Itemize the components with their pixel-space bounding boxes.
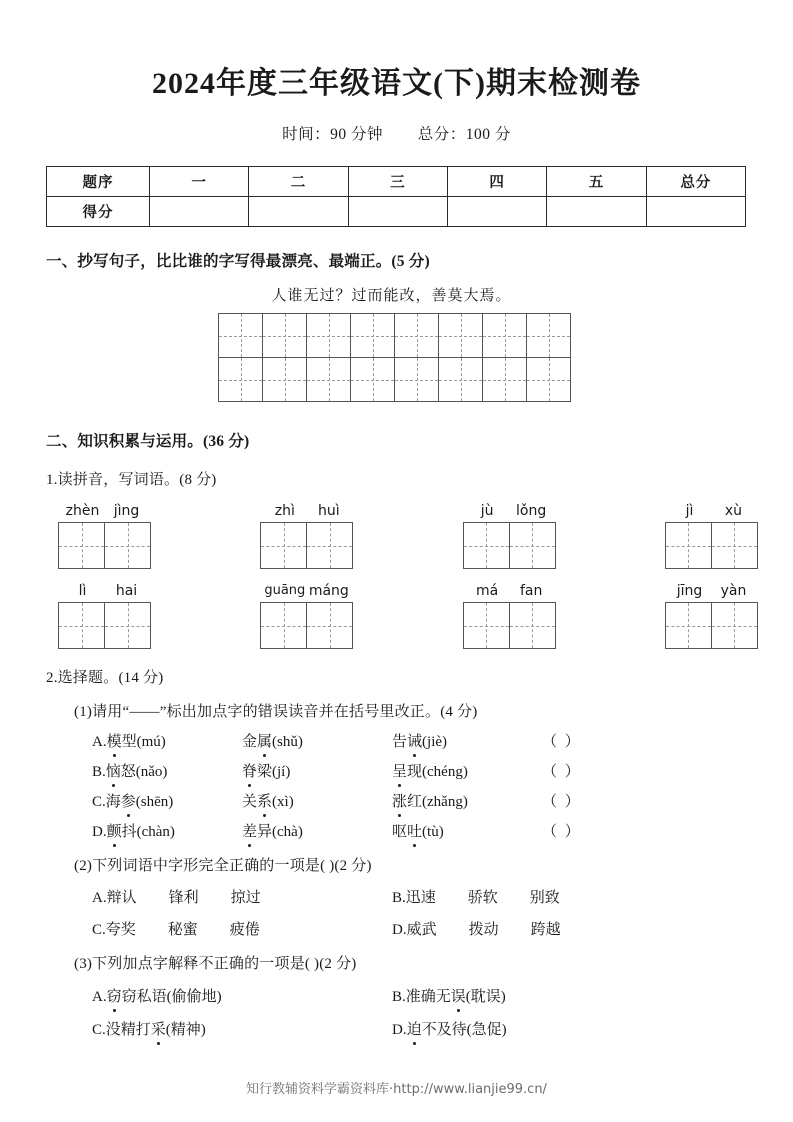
pinyin-grid-row <box>261 523 353 569</box>
pinyin-spacer <box>556 583 665 649</box>
option-text: (精神) <box>165 1022 206 1038</box>
option-item[interactable] <box>92 790 242 811</box>
pinyin-row <box>58 503 758 569</box>
option-word: 跨越 <box>530 922 561 938</box>
score-col-1: 一 <box>150 167 249 197</box>
pinyin-word-group <box>58 583 151 649</box>
pronunciation-options <box>0 730 793 841</box>
pinyin-spacer <box>353 583 462 649</box>
option-word: 拨动 <box>468 922 499 938</box>
page-title: 2024年度三年级语文(下)期末检测卷 <box>152 67 641 100</box>
handwriting-cell[interactable] <box>483 358 527 402</box>
score-cell-1[interactable] <box>150 197 249 227</box>
option-text: 抖(chàn) <box>121 824 175 840</box>
wordform-options <box>0 886 793 939</box>
option-text: 呕 <box>392 824 408 840</box>
question-1-heading: 1.读拼音，写词语。(8 分) <box>46 472 217 488</box>
pinyin-syllable: hai <box>115 583 138 599</box>
pinyin-answer-cell[interactable] <box>307 603 353 649</box>
option-word: 辩认 <box>106 890 137 906</box>
option-item[interactable] <box>92 985 392 1006</box>
option-text: 不及待(急促) <box>421 1022 507 1038</box>
handwriting-cell[interactable] <box>527 314 571 358</box>
pinyin-spacer <box>151 583 260 649</box>
dotted-character: 颤 <box>107 820 122 841</box>
score-cell-5[interactable] <box>547 197 646 227</box>
dotted-character: 呈 <box>392 760 407 781</box>
option-row[interactable] <box>92 886 793 907</box>
pinyin-syllable: lì <box>78 583 87 599</box>
score-table <box>46 166 746 227</box>
pinyin-answer-cell[interactable] <box>464 523 510 569</box>
dotted-character: 系 <box>257 790 272 811</box>
handwriting-cell[interactable] <box>307 358 351 402</box>
handwriting-cell[interactable] <box>395 358 439 402</box>
pinyin-answer-cell[interactable] <box>261 523 307 569</box>
option-text: 怒(nǎo) <box>120 764 168 780</box>
handwriting-cell[interactable] <box>307 314 351 358</box>
handwriting-cell[interactable] <box>439 314 483 358</box>
option-label: B. <box>392 989 406 1005</box>
option-row[interactable] <box>92 1018 793 1039</box>
option-text: 金 <box>242 734 258 750</box>
option-item[interactable] <box>242 730 392 751</box>
pinyin-answer-grid[interactable] <box>260 522 353 569</box>
option-label: D. <box>392 922 407 938</box>
score-col-4: 四 <box>447 167 546 197</box>
question-2-3-heading: (3)下列加点字解释不正确的一项是( )(2 分) <box>74 956 357 972</box>
option-text: 没精打 <box>105 1022 151 1038</box>
option-label: C. <box>92 1022 106 1038</box>
total-score-label: 总分：100 分 <box>417 126 511 143</box>
pinyin-syllable: jì <box>685 503 694 519</box>
pinyin-answer-grid[interactable] <box>665 522 758 569</box>
pinyin-answer-grid[interactable] <box>260 602 353 649</box>
dotted-character: 恼 <box>106 760 121 781</box>
handwriting-cell[interactable] <box>395 314 439 358</box>
handwriting-cell[interactable] <box>351 314 395 358</box>
dotted-character: 属 <box>257 730 272 751</box>
pinyin-syllable: lǒng <box>516 503 547 519</box>
option-text: 红(zhǎng) <box>407 794 468 810</box>
pinyin-labels <box>61 583 149 599</box>
handwriting-cell[interactable] <box>439 358 483 402</box>
option-row[interactable] <box>92 985 793 1006</box>
option-word: 掠过 <box>230 890 261 906</box>
pinyin-word-group <box>665 503 758 569</box>
question-2-2-heading: (2)下列词语中字形完全正确的一项是( )(2 分) <box>74 858 372 874</box>
dotted-character: 脊 <box>242 760 257 781</box>
option-text: 海 <box>105 794 121 810</box>
dotted-character: 模 <box>107 730 122 751</box>
dotted-character: 误 <box>451 985 466 1006</box>
pinyin-syllable: guāng <box>264 583 306 598</box>
option-text: 窃私语(偷偷地) <box>121 989 222 1005</box>
pinyin-syllable: zhì <box>274 503 295 519</box>
dotted-character: 窃 <box>107 985 122 1006</box>
pinyin-word-group <box>463 583 556 649</box>
dotted-character: 吐 <box>407 820 422 841</box>
time-label: 时间：90 分钟 <box>282 126 383 143</box>
option-item[interactable] <box>392 985 692 1006</box>
pinyin-word-group <box>58 503 151 569</box>
score-cell-2[interactable] <box>249 197 348 227</box>
pinyin-word-group <box>260 583 353 649</box>
pinyin-grid-row <box>59 603 151 649</box>
dotted-character: 涨 <box>392 790 407 811</box>
option-item[interactable] <box>392 1018 692 1039</box>
option-item[interactable] <box>92 760 242 781</box>
pinyin-answer-cell[interactable] <box>105 603 151 649</box>
option-item[interactable] <box>392 886 692 907</box>
score-table-wrap <box>46 166 747 227</box>
pinyin-question-area <box>0 503 793 649</box>
dotted-character: 诫 <box>407 730 422 751</box>
score-col-3: 三 <box>348 167 447 197</box>
pinyin-syllable: jù <box>480 503 494 519</box>
score-col-total: 总分 <box>646 167 745 197</box>
pinyin-spacer <box>556 503 665 569</box>
pinyin-word-group <box>463 503 556 569</box>
page-footer: 知行教辅资料学霸资料库·http://www.lianjie99.cn/ <box>246 1082 547 1097</box>
pinyin-grid-row <box>59 523 151 569</box>
pinyin-labels <box>667 503 755 519</box>
option-text: (jiè) <box>422 734 448 750</box>
option-item[interactable] <box>392 760 542 781</box>
option-word: 迅速 <box>405 890 436 906</box>
pinyin-answer-cell[interactable] <box>666 523 712 569</box>
option-row[interactable] <box>92 730 793 751</box>
pinyin-answer-cell[interactable] <box>464 603 510 649</box>
option-word: 夸奖 <box>105 922 136 938</box>
option-label: B. <box>92 764 106 780</box>
pinyin-grid-row <box>666 603 758 649</box>
option-text: (tù) <box>422 824 444 840</box>
dotted-character: 差 <box>242 820 257 841</box>
handwriting-cell[interactable] <box>219 358 263 402</box>
pinyin-answer-grid[interactable] <box>463 602 556 649</box>
pinyin-syllable: zhèn <box>65 503 100 519</box>
pinyin-answer-cell[interactable] <box>712 603 758 649</box>
pinyin-spacer <box>151 503 260 569</box>
option-word: 锋利 <box>168 890 199 906</box>
pinyin-labels <box>465 583 553 599</box>
pinyin-answer-cell[interactable] <box>307 523 353 569</box>
pinyin-syllable: xù <box>724 503 743 519</box>
handwriting-cell[interactable] <box>527 358 571 402</box>
option-text: 异(chà) <box>257 824 303 840</box>
handwriting-cell[interactable] <box>483 314 527 358</box>
option-text: (耽误) <box>465 989 506 1005</box>
table-row-header <box>47 167 746 197</box>
pinyin-row <box>58 583 758 649</box>
pinyin-answer-cell[interactable] <box>261 603 307 649</box>
score-table-row-label-2: 得分 <box>47 197 150 227</box>
option-word: 骄软 <box>467 890 498 906</box>
copy-sentence: 人谁无过？过而能改，善莫大焉。 <box>271 288 512 304</box>
option-label: A. <box>92 989 107 1005</box>
pinyin-syllable: má <box>476 583 499 599</box>
option-word: 别致 <box>529 890 560 906</box>
section-1-heading: 一、抄写句子，比比谁的字写得最漂亮、最端正。(5 分) <box>46 253 430 270</box>
question-2-1-heading: (1)请用“——”标出加点字的错误读音并在括号里改正。(4 分) <box>74 704 478 720</box>
option-text: (shēn) <box>135 794 174 810</box>
option-text: 梁(jí) <box>257 764 291 780</box>
answer-bracket[interactable]: （ ） <box>542 794 582 810</box>
option-item[interactable] <box>92 730 242 751</box>
dotted-character: 参 <box>121 790 136 811</box>
pinyin-labels <box>465 503 553 519</box>
score-table-row-label-1: 题序 <box>47 167 150 197</box>
score-cell-total[interactable] <box>646 197 745 227</box>
pinyin-answer-cell[interactable] <box>510 523 556 569</box>
pinyin-answer-cell[interactable] <box>59 603 105 649</box>
pinyin-syllable: yàn <box>720 583 747 599</box>
copy-grid-wrap <box>0 313 793 407</box>
pinyin-answer-grid[interactable] <box>665 602 758 649</box>
option-text: 现(chéng) <box>407 764 468 780</box>
option-row[interactable] <box>92 760 793 781</box>
pinyin-syllable: máng <box>308 583 349 599</box>
handwriting-grid-row <box>219 314 571 358</box>
answer-bracket[interactable]: （ ） <box>542 764 582 780</box>
option-label: B. <box>392 890 406 906</box>
option-word: 疲倦 <box>229 922 260 938</box>
question-2-heading: 2.选择题。(14 分) <box>46 670 164 686</box>
option-row[interactable] <box>92 918 793 939</box>
pinyin-answer-cell[interactable] <box>59 523 105 569</box>
pinyin-labels <box>667 583 755 599</box>
pinyin-grid-row <box>261 603 353 649</box>
section-2-heading: 二、知识积累与运用。(36 分) <box>46 433 250 450</box>
handwriting-grid[interactable] <box>218 313 571 402</box>
pinyin-labels <box>263 503 351 519</box>
option-label: D. <box>92 824 107 840</box>
answer-bracket[interactable]: （ ） <box>542 824 582 840</box>
pinyin-word-group <box>260 503 353 569</box>
option-row[interactable] <box>92 820 793 841</box>
exam-meta <box>0 122 793 144</box>
pinyin-answer-cell[interactable] <box>712 523 758 569</box>
pinyin-syllable: jīng <box>676 583 703 599</box>
option-item[interactable] <box>92 820 242 841</box>
option-label: C. <box>92 794 106 810</box>
pinyin-answer-grid[interactable] <box>58 602 151 649</box>
pinyin-spacer <box>353 503 462 569</box>
pinyin-syllable: jìng <box>113 503 140 519</box>
option-item[interactable] <box>242 760 392 781</box>
handwriting-cell[interactable] <box>219 314 263 358</box>
pinyin-answer-grid[interactable] <box>463 522 556 569</box>
handwriting-cell[interactable] <box>263 314 307 358</box>
option-item[interactable] <box>242 820 392 841</box>
pinyin-answer-cell[interactable] <box>510 603 556 649</box>
pinyin-grid-row <box>464 603 556 649</box>
table-row-scores <box>47 197 746 227</box>
option-item[interactable] <box>392 790 542 811</box>
dotted-character: 迫 <box>407 1018 422 1039</box>
pinyin-answer-cell[interactable] <box>105 523 151 569</box>
option-label: D. <box>392 1022 407 1038</box>
score-cell-4[interactable] <box>447 197 546 227</box>
pinyin-grid-row <box>666 523 758 569</box>
option-label: A. <box>92 734 107 750</box>
option-item[interactable] <box>242 790 392 811</box>
option-item[interactable] <box>392 918 692 939</box>
option-word: 秘蜜 <box>167 922 198 938</box>
pinyin-labels <box>263 583 351 599</box>
pinyin-answer-grid[interactable] <box>58 522 151 569</box>
option-item[interactable] <box>92 886 392 907</box>
pinyin-syllable: huì <box>318 503 340 519</box>
meaning-options <box>0 985 793 1039</box>
option-text: 型(mú) <box>121 734 166 750</box>
option-word: 威武 <box>406 922 437 938</box>
pinyin-syllable: fan <box>519 583 543 599</box>
score-cell-3[interactable] <box>348 197 447 227</box>
option-item[interactable] <box>392 730 542 751</box>
option-label: A. <box>92 890 107 906</box>
answer-bracket[interactable]: （ ） <box>542 734 582 750</box>
option-item[interactable] <box>392 820 542 841</box>
handwriting-grid-row <box>219 358 571 402</box>
option-text: (shǔ) <box>272 734 303 750</box>
option-text: 准确无 <box>405 989 451 1005</box>
option-item[interactable] <box>92 1018 392 1039</box>
score-col-5: 五 <box>547 167 646 197</box>
score-col-2: 二 <box>249 167 348 197</box>
pinyin-word-group <box>665 583 758 649</box>
option-item[interactable] <box>92 918 392 939</box>
handwriting-cell[interactable] <box>263 358 307 402</box>
pinyin-grid-row <box>464 523 556 569</box>
option-label: C. <box>92 922 106 938</box>
dotted-character: 采 <box>151 1018 166 1039</box>
handwriting-cell[interactable] <box>351 358 395 402</box>
option-text: 关 <box>242 794 258 810</box>
pinyin-labels <box>61 503 149 519</box>
pinyin-answer-cell[interactable] <box>666 603 712 649</box>
option-text: (xì) <box>272 794 294 810</box>
option-text: 告 <box>392 734 408 750</box>
option-row[interactable] <box>92 790 793 811</box>
